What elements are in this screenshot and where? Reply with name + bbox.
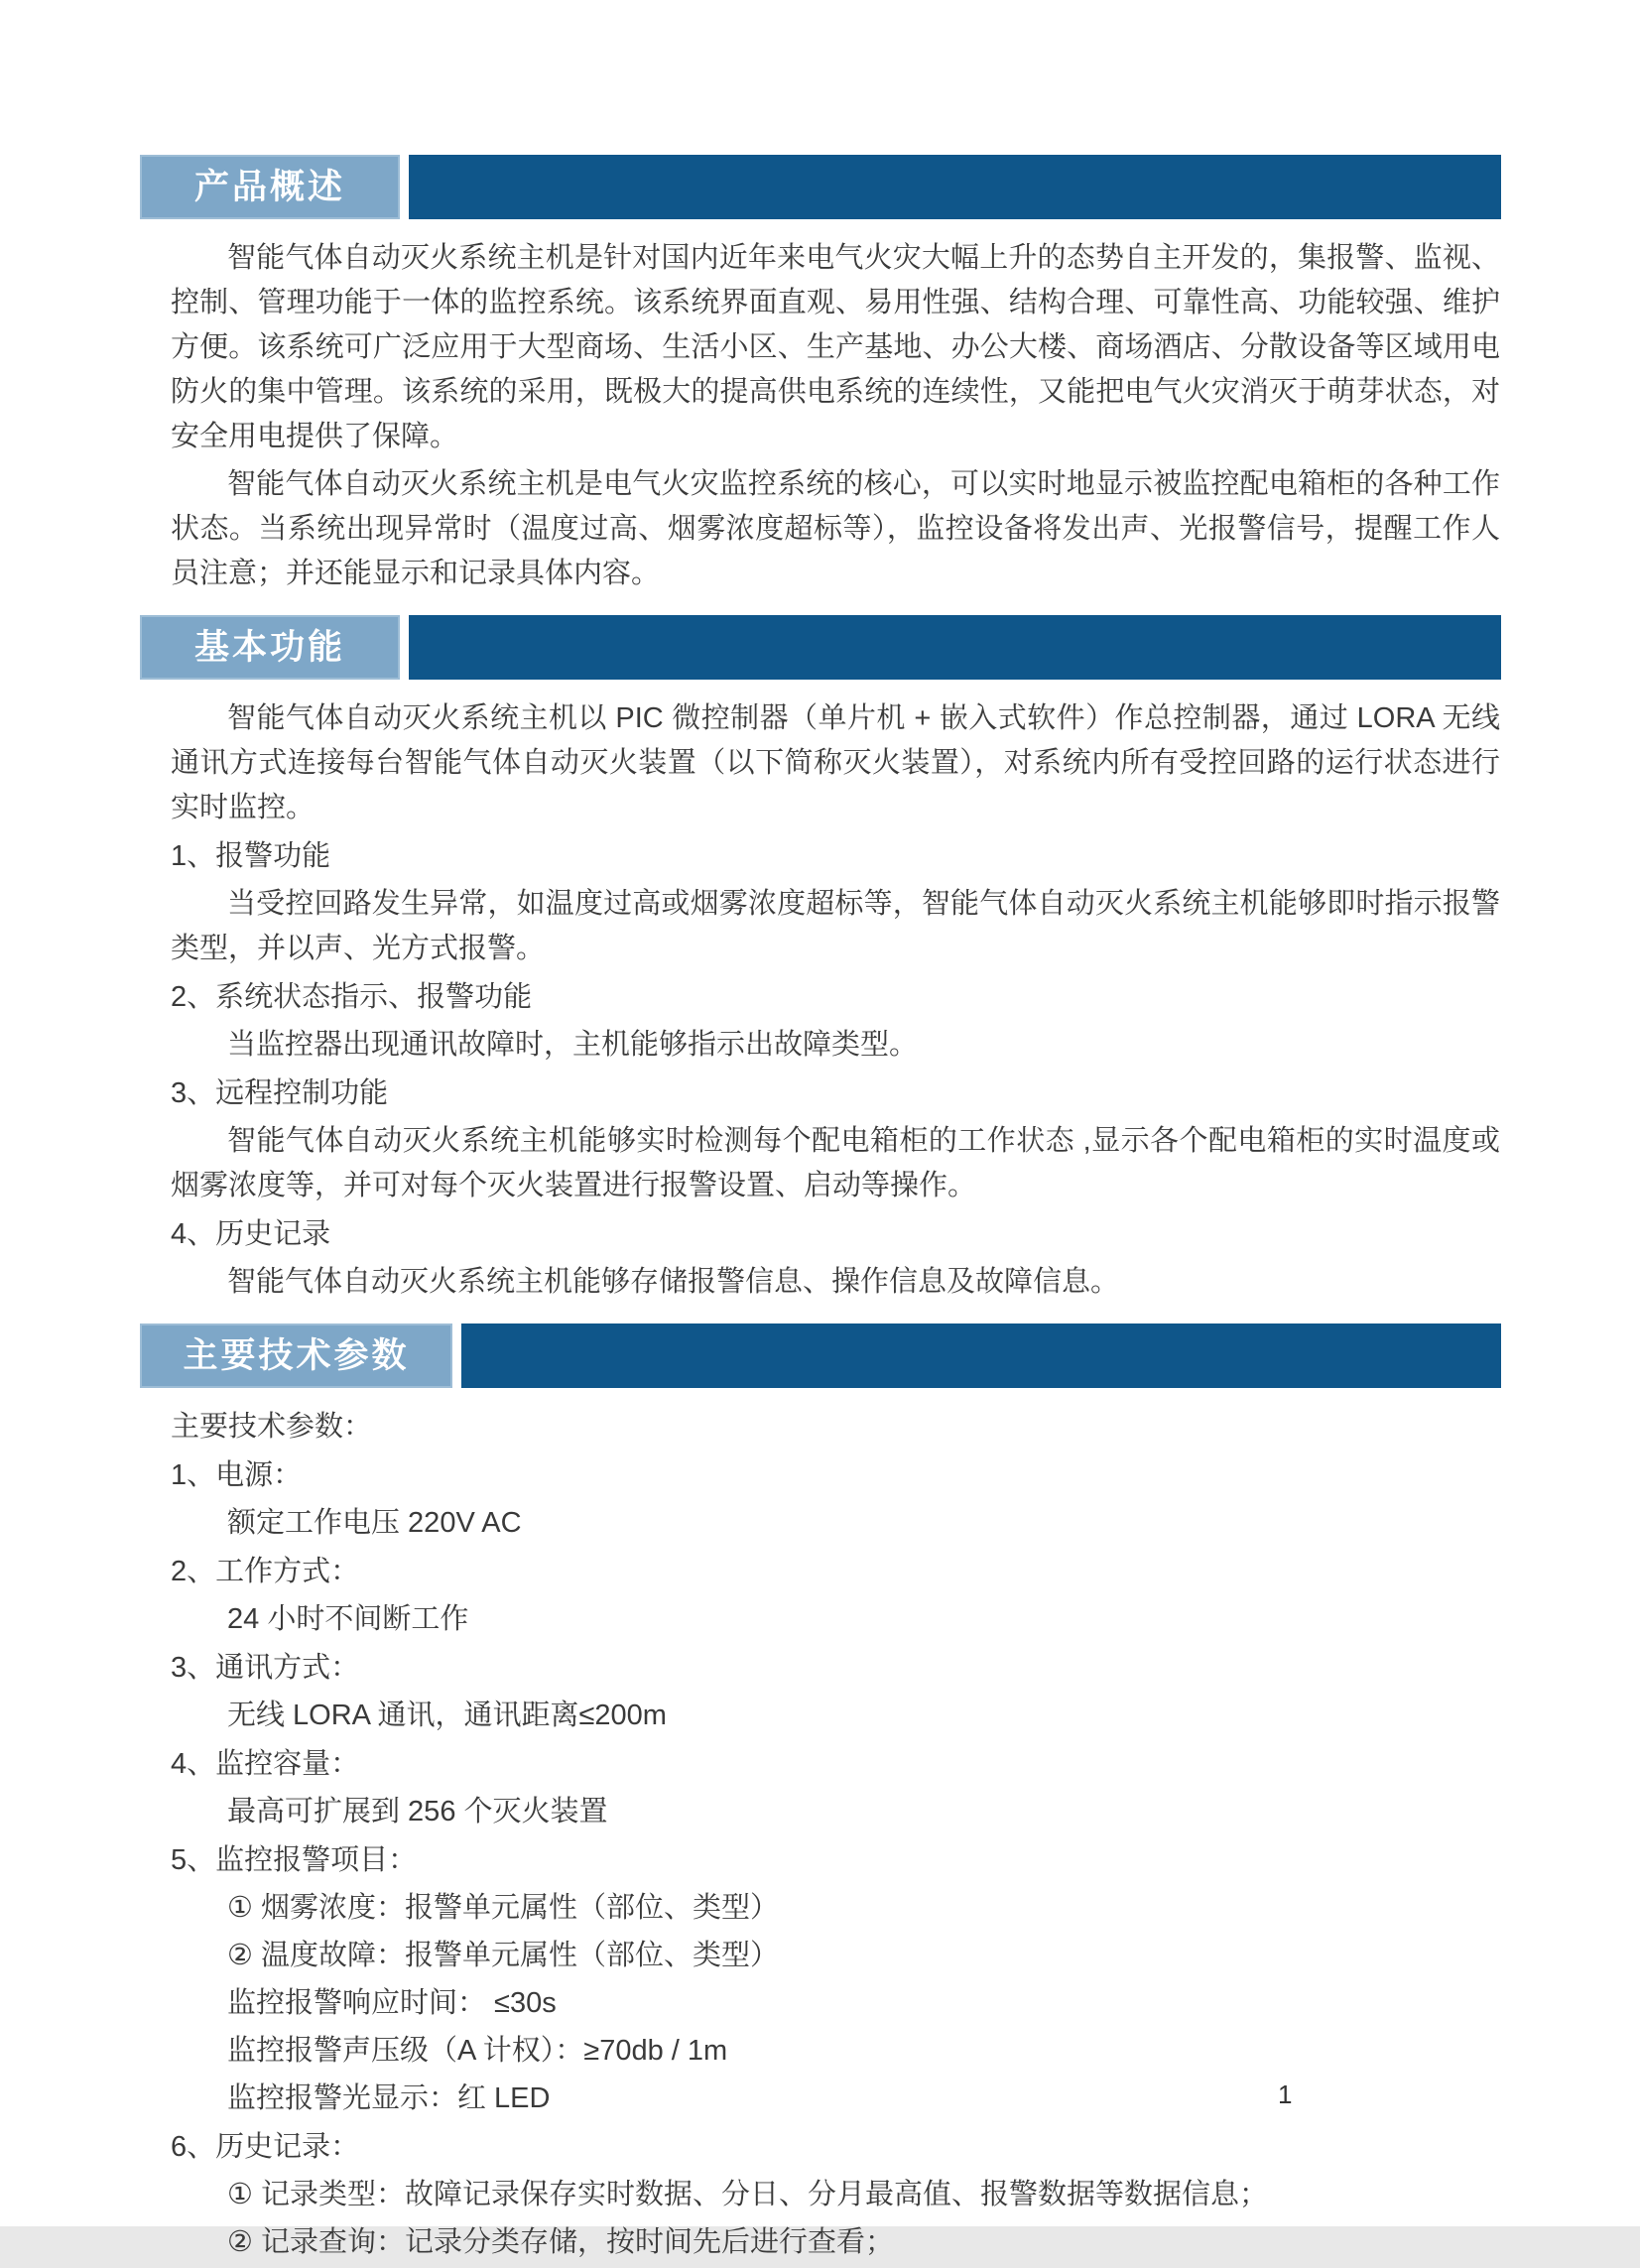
spec-value-line: 无线 LORA 通讯，通讯距离≤200m [227, 1700, 667, 1731]
page-number: 1 [1278, 2079, 1293, 2109]
spec-value-line: 24 小时不间断工作 [227, 1603, 469, 1635]
section-header-overview [140, 155, 1501, 219]
section-overview [0, 155, 1640, 596]
spec-value-line: 监控报警声压级（A 计权）：≥70db / 1m [227, 2035, 728, 2067]
spec-value-line: ① 烟雾浓度：报警单元属性（部位、类型） [227, 1892, 780, 1924]
section-body-overview [171, 236, 1500, 596]
section-body-basic-functions [171, 696, 1500, 1305]
numbered-item: 3、通讯方式： [171, 1652, 360, 1684]
section-header-bar [409, 155, 1501, 219]
section-header-bar [409, 615, 1501, 680]
body-paragraph: 智能气体自动灭火系统主机是电气火灾监控系统的核心，可以实时地显示被监控配电箱柜的各种工作状态。当系统出现异常时（温度过高、烟雾浓度超标等），监控设备将发出声、光报警信号，提醒工作人员注意；并还能显示和记录具体内容。 [171, 468, 1500, 589]
section-header-bar [461, 1323, 1501, 1388]
numbered-item: 6、历史记录： [171, 2131, 360, 2163]
spec-value-line: 监控报警光显示：红 LED [227, 2082, 551, 2114]
section-body-technical-parameters [171, 1405, 1500, 2265]
section-heading-basic-functions: 基本功能 [140, 615, 400, 680]
body-paragraph: 智能气体自动灭火系统主机以 PIC 微控制器（单片机 + 嵌入式软件）作总控制器，通过 LORA 无线通讯方式连接每台智能气体自动灭火装置（以下简称灭火装置），对系统内所有受控回路的运行状态进行实时监控。 [171, 702, 1500, 823]
numbered-item: 4、历史记录 [171, 1218, 331, 1250]
spec-value-line: ① 记录类型：故障记录保存实时数据、分日、分月最高值、报警数据等数据信息； [227, 2179, 1269, 2210]
section-header-technical-parameters [140, 1323, 1501, 1388]
section-heading-overview: 产品概述 [140, 155, 400, 219]
page-content [0, 155, 1640, 2268]
spec-value-line: 最高可扩展到 256 个灭火装置 [227, 1796, 608, 1827]
numbered-item: 2、工作方式： [171, 1556, 360, 1587]
numbered-item: 4、监控容量： [171, 1748, 360, 1780]
spec-value-line: 额定工作电压 220V AC [227, 1507, 522, 1539]
numbered-item: 2、系统状态指示、报警功能 [171, 981, 533, 1013]
body-paragraph: 当监控器出现通讯故障时，主机能够指示出故障类型。 [227, 1029, 919, 1061]
section-heading-technical-parameters: 主要技术参数 [140, 1323, 452, 1388]
numbered-item: 1、电源： [171, 1459, 303, 1491]
body-paragraph: 智能气体自动灭火系统主机能够存储报警信息、操作信息及故障信息。 [227, 1266, 1120, 1298]
body-paragraph: 智能气体自动灭火系统主机是针对国内近年来电气火灾大幅上升的态势自主开发的，集报警、监视、控制、管理功能于一体的监控系统。该系统界面直观、易用性强、结构合理、可靠性高、功能较强、维护方便。该系统可广泛应用于大型商场、生活小区、生产基地、办公大楼、商场酒店、分散设备等区域用电防火的集中管理。该系统的采用，既极大的提高供电系统的连续性，又能把电气火灾消灭于萌芽状态，对安全用电提供了保障。 [171, 242, 1500, 452]
spec-value-line: 监控报警响应时间： ≤30s [227, 1987, 557, 2019]
numbered-item: 1、报警功能 [171, 840, 331, 872]
section-basic-functions [0, 615, 1640, 1305]
body-paragraph: 智能气体自动灭火系统主机能够实时检测每个配电箱柜的工作状态 ,显示各个配电箱柜的实时温度或烟雾浓度等，并可对每个灭火装置进行报警设置、启动等操作。 [171, 1125, 1500, 1201]
numbered-item: 5、监控报警项目： [171, 1844, 418, 1876]
body-paragraph: 当受控回路发生异常，如温度过高或烟雾浓度超标等，智能气体自动灭火系统主机能够即时指示报警类型，并以声、光方式报警。 [171, 888, 1500, 964]
spec-value-line: ② 记录查询：记录分类存储，按时间先后进行查看； [227, 2226, 895, 2258]
spec-value-line: ② 温度故障：报警单元属性（部位、类型） [227, 1940, 780, 1971]
numbered-item: 3、远程控制功能 [171, 1077, 389, 1109]
section-header-basic-functions [140, 615, 1501, 680]
section-technical-parameters [0, 1323, 1640, 2265]
plain-line: 主要技术参数： [171, 1411, 373, 1443]
